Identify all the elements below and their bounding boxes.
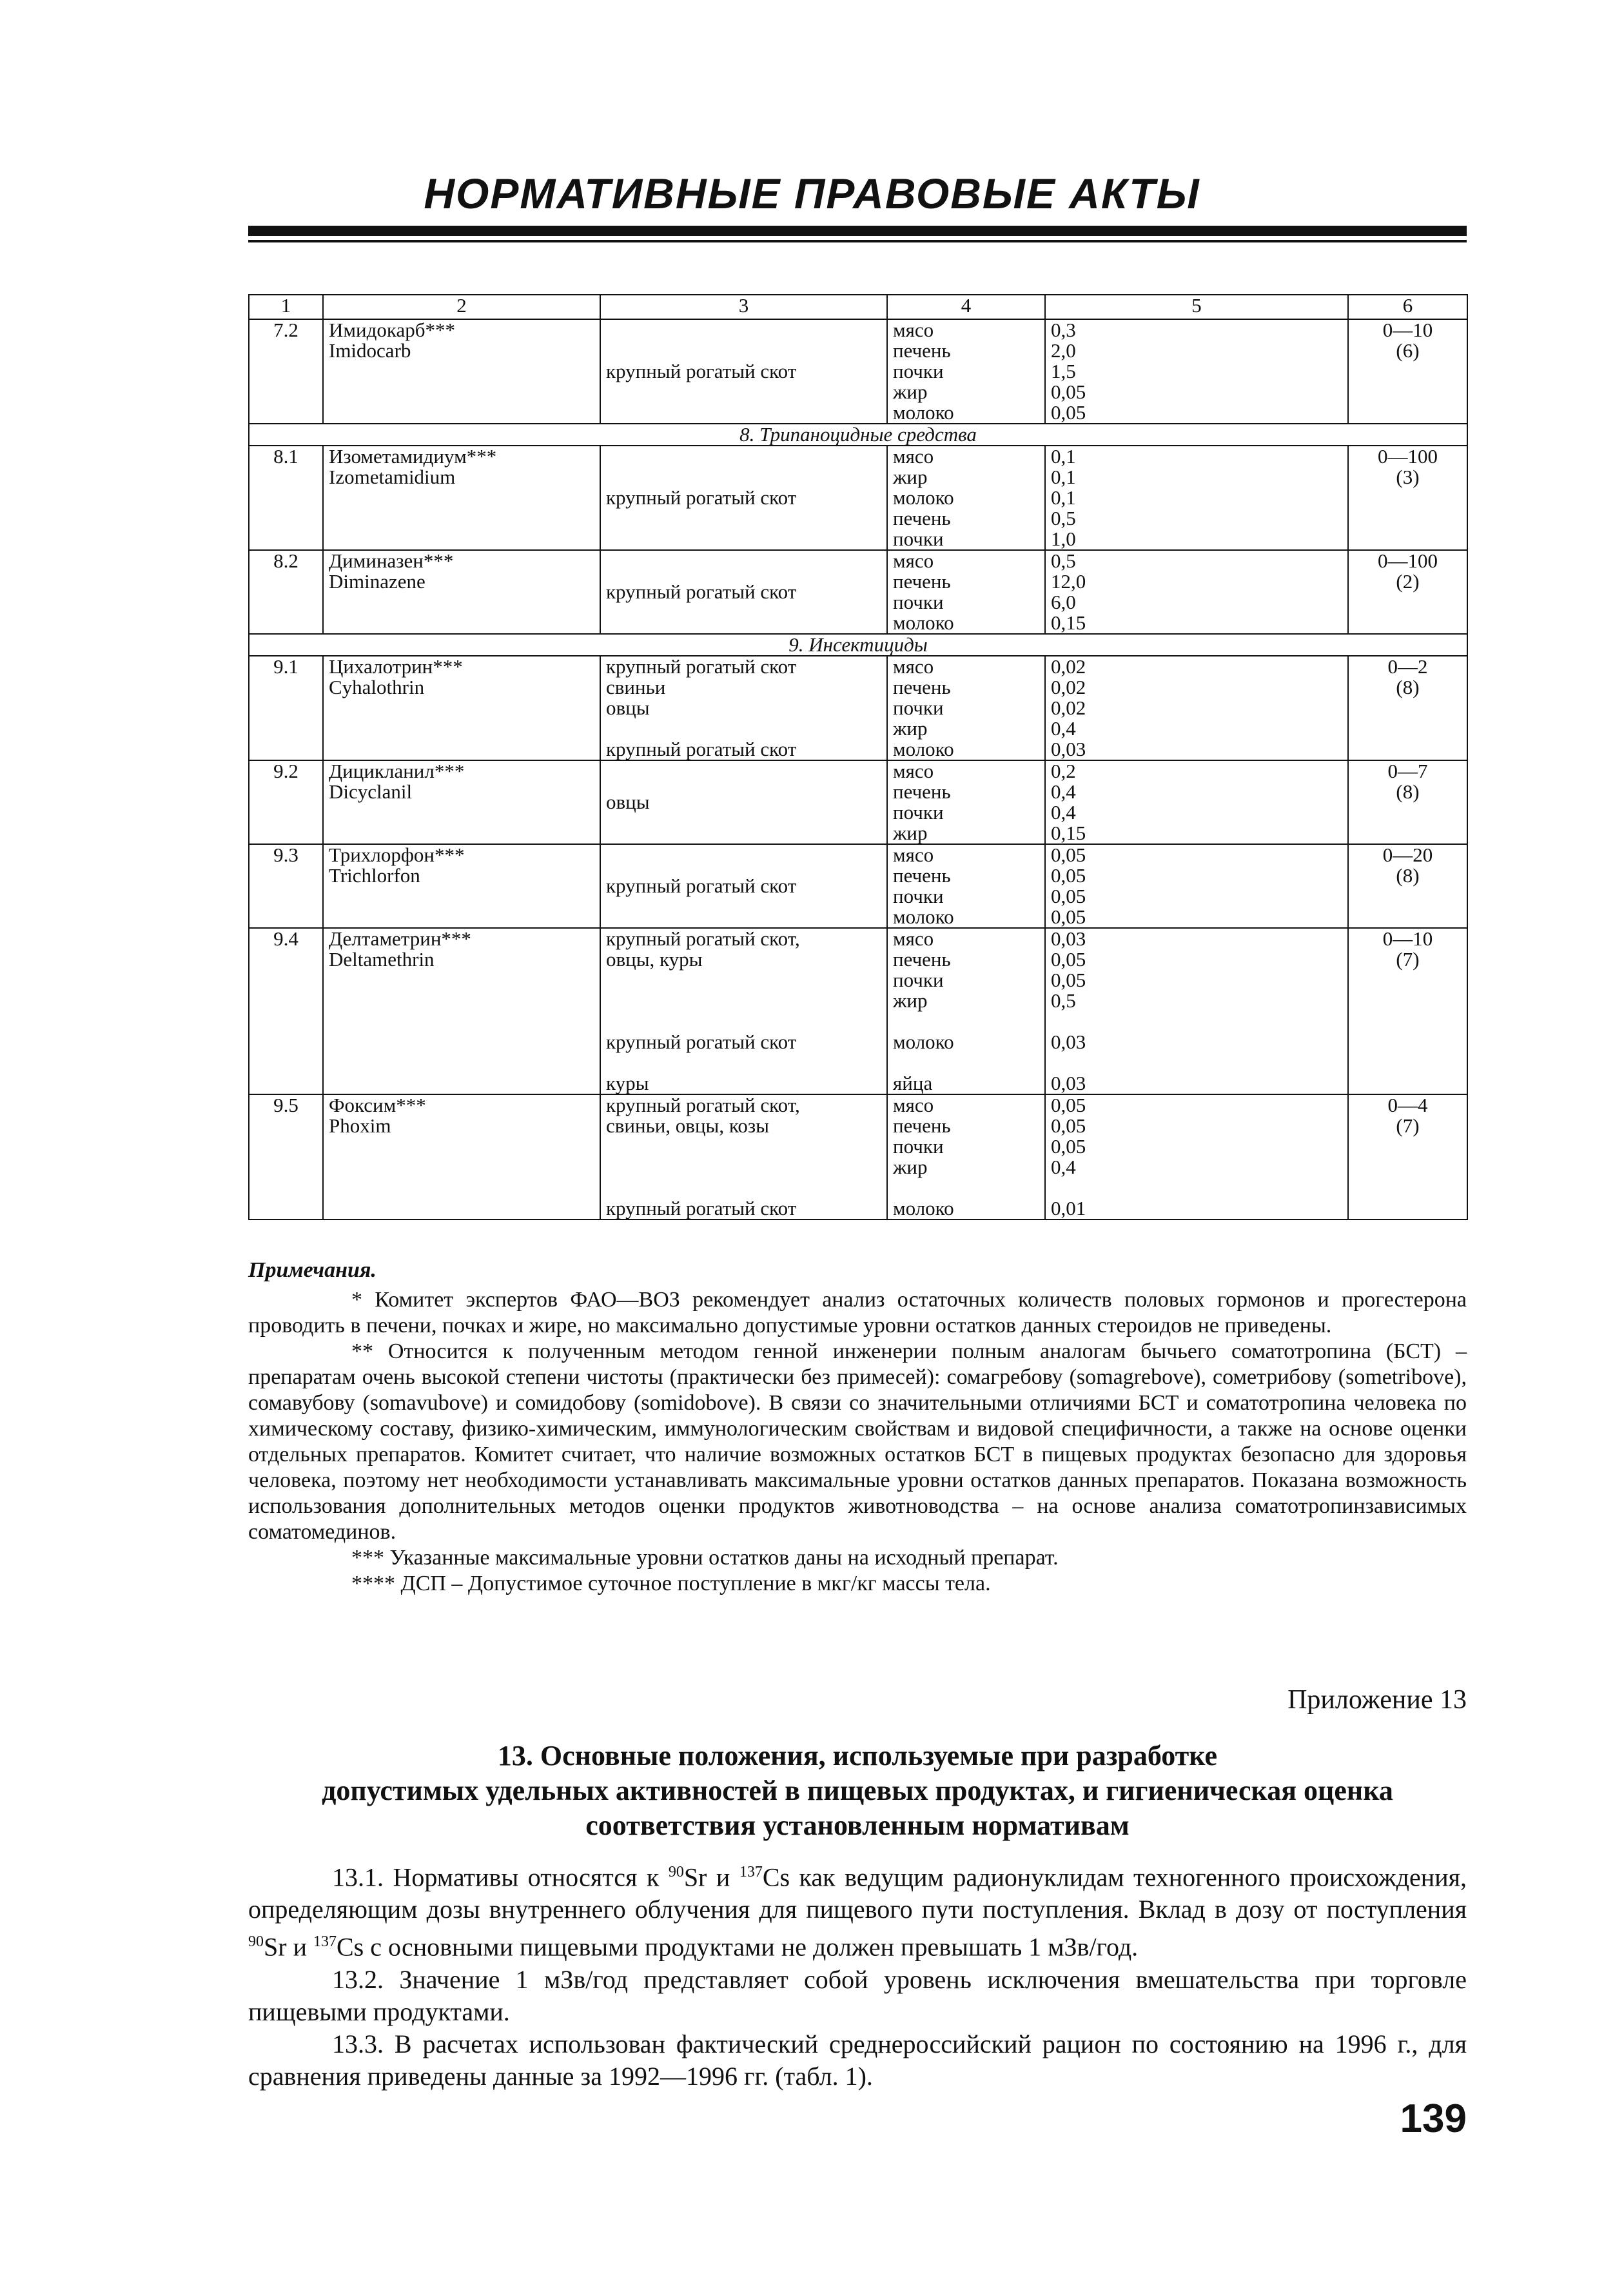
animal-species: крупный рогатый скот xyxy=(600,550,887,634)
isotope-superscript: 90 xyxy=(248,1933,264,1951)
paragraph-13-2: 13.2. Значение 1 мЗв/год представляет собой уровень исключения вмешательства при торговле пищевыми продуктами. xyxy=(248,1964,1467,2026)
row-number: 9.3 xyxy=(249,844,323,928)
notes-block xyxy=(248,1258,1467,1597)
drug-name-ru: Диминазен*** xyxy=(329,549,454,572)
table-row xyxy=(249,319,1467,424)
adi-value: 0—4 (7) xyxy=(1348,1094,1467,1219)
max-level-list: 0,5 12,0 6,0 0,15 xyxy=(1045,550,1348,634)
drug-name xyxy=(323,656,600,760)
product-list: мясо печень почки жир молоко яйца xyxy=(887,928,1045,1094)
max-level-list: 0,03 0,05 0,05 0,5 0,03 0,03 xyxy=(1045,928,1348,1094)
isotope-superscript: 90 xyxy=(668,1864,684,1880)
drug-name-ru: Делтаметрин*** xyxy=(329,927,471,950)
drug-name-latin: Diminazene xyxy=(329,570,426,593)
row-number: 9.5 xyxy=(249,1094,323,1219)
section-row xyxy=(249,424,1467,446)
animal-species: крупный рогатый скот свиньи овцы крупный рогатый скот xyxy=(600,656,887,760)
product-list: мясо печень почки молоко xyxy=(887,550,1045,634)
paragraph-13-1-part: Sr и xyxy=(683,1862,739,1892)
drug-name xyxy=(323,844,600,928)
note-2: ** Относится к полученным методом генной инженерии полным аналогам бычьего соматотропина (БСТ) – препаратам очень высокой степени чистоты (практически без примесей): сомагребову (somagrebove), сометрибову (sometribove), сомавубову (somavubove) и сомидобову (somidobove). В связи со значительными отличиями БСТ и соматотропина человека по химическому составу, физико-химическим, иммунологическим свойствам и видовой специфичности, а также на основе оценки отдельных препаратов. Комитет считает, что наличие возможных остатков БСТ в пищевых продуктах безопасно для здоровья человека, поэтому нет необходимости устанавливать максимальные уровни остатков данных препаратов. Показана возможность использования дополнительных методов оценки продуктов животноводства – на основе анализа соматотропинзависимых соматомединов. xyxy=(248,1339,1467,1544)
row-number: 8.1 xyxy=(249,446,323,550)
section-title: 9. Инсектициды xyxy=(249,634,1467,656)
table-header-row xyxy=(249,295,1467,319)
drug-name-latin: Deltamethrin xyxy=(329,948,435,971)
product-list: мясо печень почки жир xyxy=(887,760,1045,844)
note-4: **** ДСП – Допустимое суточное поступление в мкг/кг массы тела. xyxy=(351,1572,991,1595)
drug-name xyxy=(323,446,600,550)
section-row xyxy=(249,634,1467,656)
section-13-title-line-1: 13. Основные положения, используемые при разработке xyxy=(497,1740,1218,1771)
table-row xyxy=(249,1094,1467,1219)
drug-name-ru: Изометамидиум*** xyxy=(329,445,497,468)
adi-value: 0—100 (2) xyxy=(1348,550,1467,634)
residue-levels-table xyxy=(248,294,1468,1220)
section-13-body xyxy=(248,1856,1467,2093)
animal-species: крупный рогатый скот xyxy=(600,844,887,928)
paragraph-13-1-part: 13.1. Нормативы относятся к xyxy=(332,1862,669,1892)
table-row xyxy=(249,760,1467,844)
paragraph-13-1-part: Cs с основными пищевыми продуктами не должен превышать 1 мЗв/год. xyxy=(336,1932,1139,1962)
max-level-list: 0,2 0,4 0,4 0,15 xyxy=(1045,760,1348,844)
drug-name-latin: Trichlorfon xyxy=(329,864,420,887)
drug-name-ru: Фоксим*** xyxy=(329,1094,426,1116)
table-row xyxy=(249,928,1467,1094)
max-level-list: 0,02 0,02 0,02 0,4 0,03 xyxy=(1045,656,1348,760)
paragraph-13-1 xyxy=(248,1856,1467,1964)
column-number-header: 4 xyxy=(887,295,1045,319)
paragraph-13-1-part: Cs как ведущим радионуклидам техногенного происхождения, определяющим дозы внутреннего облучения для пищевого пути поступления. Вклад в дозу от поступления xyxy=(248,1862,1467,1924)
row-number: 8.2 xyxy=(249,550,323,634)
drug-name-ru: Имидокарб*** xyxy=(329,319,455,341)
max-level-list: 0,1 0,1 0,1 0,5 1,0 xyxy=(1045,446,1348,550)
isotope-superscript: 137 xyxy=(739,1864,763,1880)
max-level-list: 0,3 2,0 1,5 0,05 0,05 xyxy=(1045,319,1348,424)
drug-name-ru: Трихлорфон*** xyxy=(329,844,465,866)
row-number: 9.4 xyxy=(249,928,323,1094)
table-row xyxy=(249,446,1467,550)
drug-name-latin: Dicyclanil xyxy=(329,780,413,803)
product-list: мясо жир молоко печень почки xyxy=(887,446,1045,550)
drug-name xyxy=(323,319,600,424)
section-13-title xyxy=(248,1739,1467,1843)
product-list: мясо печень почки жир молоко xyxy=(887,656,1045,760)
header-rule-thin xyxy=(248,240,1467,242)
table-row xyxy=(249,844,1467,928)
max-level-list: 0,05 0,05 0,05 0,05 xyxy=(1045,844,1348,928)
page-header-title: НОРМАТИВНЫЕ ПРАВОВЫЕ АКТЫ xyxy=(424,170,1200,217)
product-list: мясо печень почки жир молоко xyxy=(887,1094,1045,1219)
adi-value: 0—10 (6) xyxy=(1348,319,1467,424)
animal-species: крупный рогатый скот xyxy=(600,446,887,550)
drug-name-latin: Izometamidium xyxy=(329,466,456,488)
row-number: 9.2 xyxy=(249,760,323,844)
drug-name-ru: Дицикланил*** xyxy=(329,760,465,782)
animal-species: крупный рогатый скот xyxy=(600,319,887,424)
paragraph-13-1-part: Sr и xyxy=(264,1932,313,1962)
max-level-list: 0,05 0,05 0,05 0,4 0,01 xyxy=(1045,1094,1348,1219)
isotope-superscript: 137 xyxy=(313,1933,337,1951)
table-row xyxy=(249,550,1467,634)
drug-name-latin: Phoxim xyxy=(329,1114,391,1137)
adi-value: 0—2 (8) xyxy=(1348,656,1467,760)
drug-name-latin: Imidocarb xyxy=(329,339,411,362)
section-13-title-line-3: соответствия установленным нормативам xyxy=(585,1810,1130,1841)
adi-value: 0—100 (3) xyxy=(1348,446,1467,550)
adi-value: 0—10 (7) xyxy=(1348,928,1467,1094)
appendix-label: Приложение 13 xyxy=(1287,1685,1467,1715)
product-list: мясо печень почки жир молоко xyxy=(887,319,1045,424)
column-number-header: 6 xyxy=(1348,295,1467,319)
adi-value: 0—7 (8) xyxy=(1348,760,1467,844)
note-3: *** Указанные максимальные уровни остатков даны на исходный препарат. xyxy=(351,1546,1059,1570)
paragraph-13-3: 13.3. В расчетах использован фактический среднероссийский рацион по состоянию на 1996 г., для сравнения приведены данные за 1992—1996 гг. (табл. 1). xyxy=(248,2029,1467,2091)
drug-name-ru: Цихалотрин*** xyxy=(329,655,463,678)
row-number: 7.2 xyxy=(249,319,323,424)
animal-species: овцы xyxy=(600,760,887,844)
drug-name-latin: Cyhalothrin xyxy=(329,676,425,698)
section-13-title-line-2: допустимых удельных активностей в пищевых продуктах, и гигиеническая оценка xyxy=(322,1775,1393,1806)
section-title: 8. Трипаноцидные средства xyxy=(249,424,1467,446)
animal-species: крупный рогатый скот, овцы, куры крупный рогатый скот куры xyxy=(600,928,887,1094)
drug-name xyxy=(323,928,600,1094)
note-1: * Комитет экспертов ФАО—ВОЗ рекомендует анализ остаточных количеств половых гормонов и прогестерона проводить в печени, почках и жире, но максимально допустимые уровни остатков данных стероидов не приведены. xyxy=(248,1288,1467,1337)
animal-species: крупный рогатый скот, свиньи, овцы, козы крупный рогатый скот xyxy=(600,1094,887,1219)
product-list: мясо печень почки молоко xyxy=(887,844,1045,928)
notes-heading: Примечания. xyxy=(248,1258,377,1282)
adi-value: 0—20 (8) xyxy=(1348,844,1467,928)
drug-name xyxy=(323,550,600,634)
column-number-header: 1 xyxy=(249,295,323,319)
drug-name xyxy=(323,760,600,844)
drug-name xyxy=(323,1094,600,1219)
header-rule-thick xyxy=(248,226,1467,236)
column-number-header: 2 xyxy=(323,295,600,319)
column-number-header: 5 xyxy=(1045,295,1348,319)
page-number: 139 xyxy=(1400,2096,1467,2141)
table-row xyxy=(249,656,1467,760)
column-number-header: 3 xyxy=(600,295,887,319)
row-number: 9.1 xyxy=(249,656,323,760)
